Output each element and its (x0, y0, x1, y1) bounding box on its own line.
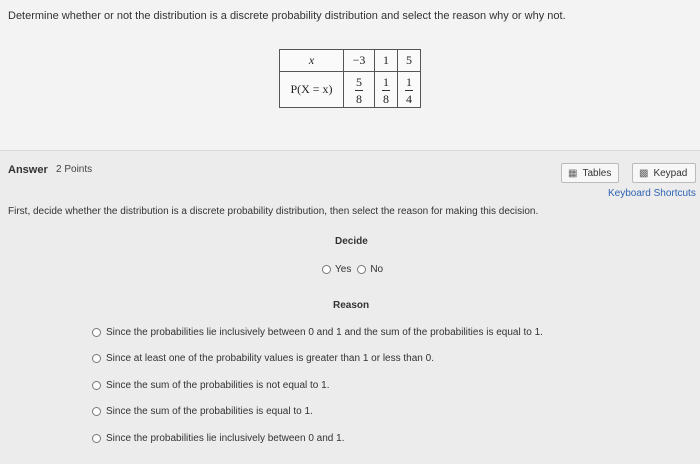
question-text: Determine whether or not the distribution is a discrete probability distribution and select the reason why or why not. (8, 10, 566, 22)
x-value: 1 (375, 50, 398, 72)
radio-button[interactable] (92, 354, 101, 363)
no-label: No (370, 264, 384, 275)
radio-button[interactable] (92, 328, 101, 337)
table-row (280, 50, 421, 72)
points-label: 2 Points (56, 164, 93, 175)
p-value (375, 72, 398, 108)
x-value: 5 (398, 50, 421, 72)
denominator: 4 (406, 91, 412, 106)
reason-label: Since at least one of the probability values is greater than 1 or less than 0. (106, 353, 434, 364)
keyboard-shortcuts-link[interactable]: Keyboard Shortcuts (608, 188, 696, 199)
x-header (280, 50, 344, 72)
distribution-table (279, 49, 421, 108)
p-header: P(X = x) (280, 72, 344, 108)
x-value: −3 (344, 50, 375, 72)
answer-label: Answer (8, 164, 48, 176)
radio-button[interactable] (357, 265, 366, 274)
table-row (280, 72, 421, 108)
numerator: 5 (356, 74, 362, 89)
reason-label: Since the sum of the probabilities is equal to 1. (106, 406, 313, 417)
tables-button[interactable] (561, 163, 619, 183)
reason-label: Since the probabilities lie inclusively between 0 and 1. (106, 433, 345, 444)
reason-option[interactable] (92, 406, 313, 417)
reason-label: Since the probabilities lie inclusively between 0 and 1 and the sum of the probabilities is equal to 1. (106, 327, 543, 338)
keypad-label: Keypad (653, 167, 688, 179)
reason-option[interactable] (92, 327, 543, 338)
divider (0, 150, 700, 151)
decide-options (322, 264, 389, 275)
decide-yes-option[interactable] (322, 264, 351, 275)
table-icon: ▦ (568, 167, 578, 179)
question-panel (0, 0, 700, 150)
decide-heading: Decide (335, 236, 368, 247)
tables-label: Tables (582, 167, 612, 179)
p-value (398, 72, 421, 108)
radio-button[interactable] (92, 434, 101, 443)
radio-button[interactable] (92, 381, 101, 390)
reason-heading: Reason (333, 300, 370, 311)
denominator: 8 (356, 91, 362, 106)
x-label: x (308, 53, 315, 67)
yes-label: Yes (335, 264, 352, 275)
instruction-text: First, decide whether the distribution is a discrete probability distribution, then select the reason for making this decision. (8, 206, 539, 217)
keypad-icon: ▩ (639, 167, 649, 179)
reason-option[interactable] (92, 353, 434, 364)
denominator: 8 (383, 91, 389, 106)
radio-button[interactable] (92, 407, 101, 416)
numerator: 1 (383, 74, 389, 89)
reason-label: Since the sum of the probabilities is not equal to 1. (106, 380, 330, 391)
radio-button[interactable] (322, 265, 331, 274)
reason-option[interactable] (92, 433, 344, 444)
p-value (344, 72, 375, 108)
decide-no-option[interactable] (357, 264, 383, 275)
numerator: 1 (406, 74, 412, 89)
keypad-button[interactable] (632, 163, 696, 183)
reason-option[interactable] (92, 380, 329, 391)
